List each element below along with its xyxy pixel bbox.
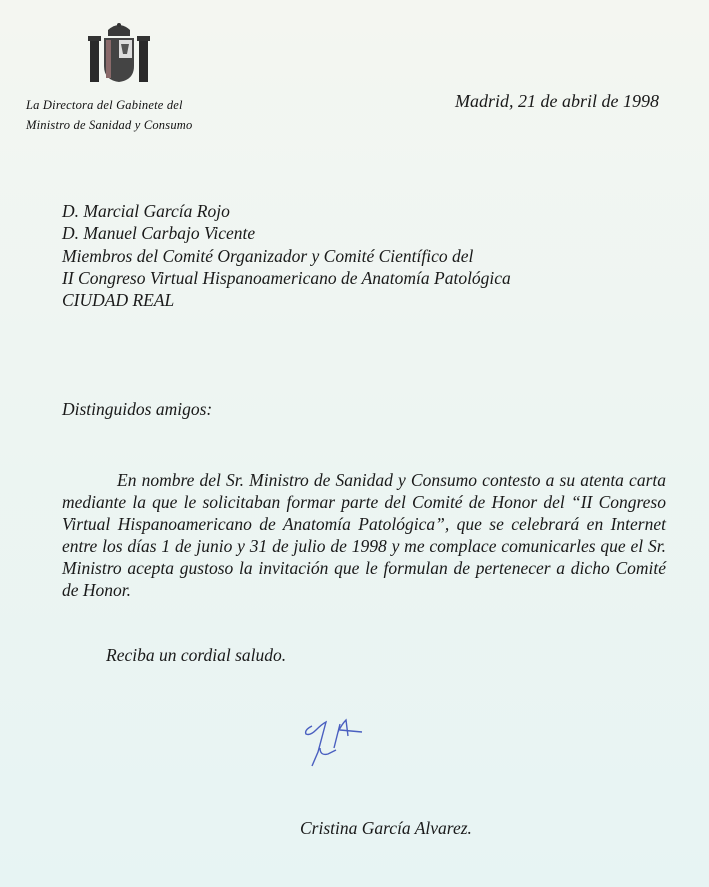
signatory-name: Cristina García Alvarez. xyxy=(300,818,472,838)
recipient-line: CIUDAD REAL xyxy=(62,290,175,311)
recipient-line: D. Marcial García Rojo xyxy=(62,201,230,221)
recipient-line: D. Manuel Carbajo Vicente xyxy=(62,223,256,244)
letterhead-line-2: Ministro de Sanidad y Consumo xyxy=(26,118,193,132)
salutation: Distinguidos amigos: xyxy=(62,399,213,419)
handwritten-signature xyxy=(298,712,398,782)
letter-body: En nombre del Sr. Ministro de Sanidad y Consumo contesto a su atenta carta mediante la que le solicitaban formar parte del Comité de Honor del “II Congreso Virtual Hispanoamericano de Anatomía Patológica”, que se celebrará en Internet entre los días 1 de junio y 31 de julio de 1998 y me complace comunicarles que el Sr. Ministro acepta gustoso la invitación que le formulan de pertenecer a dicho Comité de Honor. xyxy=(62,470,666,600)
letter-date: Madrid, 21 de abril de 1998 xyxy=(455,91,659,111)
coat-of-arms-emblem xyxy=(88,22,150,86)
letterhead-line-1: La Directora del Gabinete del xyxy=(26,98,183,112)
recipient-line: Miembros del Comité Organizador y Comité Científico del xyxy=(62,245,474,266)
recipient-line: II Congreso Virtual Hispanoamericano de Anatomía Patológica xyxy=(62,267,511,288)
closing: Reciba un cordial saludo. xyxy=(106,645,287,665)
recipient-block xyxy=(62,200,511,311)
